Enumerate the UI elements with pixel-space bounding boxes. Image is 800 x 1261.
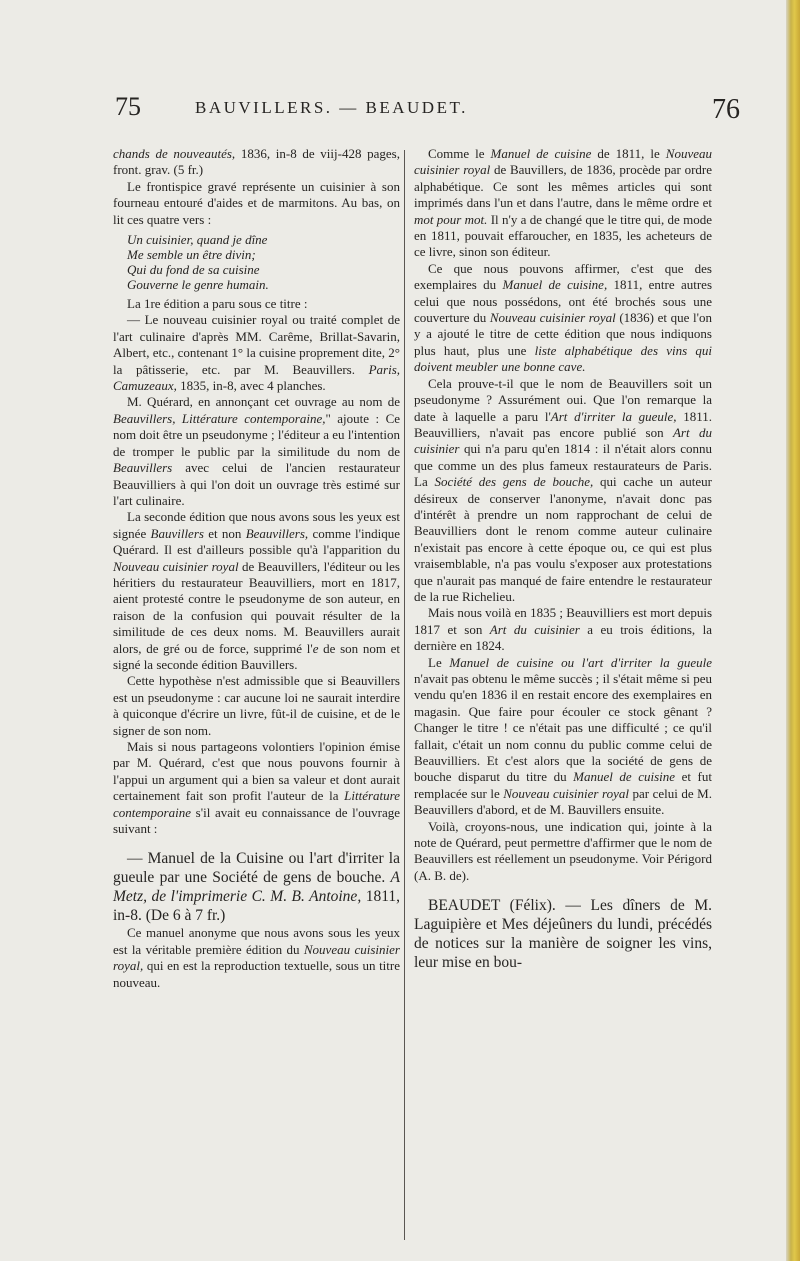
- verse-line: Un cuisinier, quand je dîne: [127, 232, 268, 248]
- paragraph: Comme le Manuel de cuisine de 1811, le Nouveau cuisinier royal de Bauvillers, de 1836, procède par ordre alphabétique. Ce sont les mêmes articles qui sont imprimés dans l'un et dans l'autre, dans le même ordre et mot pour mot. Il n'y a de changé que le titre qui, de mode en 1811, pouvait effaroucher, en 1835, les acheteurs de ce livre, sinon son éditeur.: [414, 146, 713, 260]
- paragraph: Mais si nous partageons volontiers l'opinion émise par M. Quérard, c'est que nous pouvons fournir à l'appui un argument qui a bien sa valeur et dont aurait certainement fait son profit l'auteur de la Littérature contemporaine s'il avait eu connaissance de l'ouvrage suivant :: [113, 739, 400, 837]
- paragraph: Ce manuel anonyme que nous avons sous les yeux est la véritable première édition du Nouveau cuisinier royal, qui en est la reproduction textuelle, sous un titre nouveau.: [113, 925, 400, 990]
- page-edge: [786, 0, 800, 1261]
- bibliographic-entry: BEAUDET (Félix). — Les dîners de M. Laguipière et Mes déjeûners du lundi, précédés de notices sur la manière de soigner les vins, leur mise en bou-: [414, 897, 712, 972]
- verse-line: Qui du fond de sa cuisine: [127, 262, 260, 278]
- running-title: BAUVILLERS. — BEAUDET.: [195, 98, 468, 117]
- paragraph: — Le nouveau cuisinier royal ou traité complet de l'art culinaire d'après MM. Carême, Brillat-Savarin, Albert, etc., contenant 1° la cuisine proprement dite, 2° la pâtisserie, etc. par M. Beauvillers. Paris, Camuzeaux, 1835, in-8, avec 4 planches.: [113, 312, 400, 394]
- bibliographic-entry: — Manuel de la Cuisine ou l'art d'irriter la gueule par une Société de gens de bouche. A Metz, de l'imprimerie C. M. B. Antoine, 1811, in-8. (De 6 à 7 fr.): [113, 850, 400, 925]
- paragraph: Voilà, croyons-nous, une indication qui, jointe à la note de Quérard, peut permettre d'affirmer que le nom de Beauvillers est réellement un pseudonyme. Voir Périgord (A. B. de).: [414, 818, 712, 883]
- paragraph: La 1re édition a paru sous ce titre :: [127, 296, 308, 312]
- column-divider: [404, 150, 405, 1240]
- paragraph: La seconde édition que nous avons sous les yeux est signée Bauvillers et non Beauvillers, comme l'indique Quérard. Il est d'ailleurs possible qu'à l'apparition du Nouveau cuisinier royal de Beauvillers, l'éditeur ou les héritiers du restaurateur Beauvilliers, mort en 1817, aient protesté contre le pseudonyme de son auteur, en raison de la confusion qui pouvait résulter de la similitude de ces deux noms. M. Beauvillers aurait alors, de gré ou de force, supprimé l'e de son nom et signé la seconde édition Bauvillers.: [113, 509, 400, 672]
- paragraph: Cela prouve-t-il que le nom de Beauvillers soit un pseudonyme ? Assurément oui. Que l'on remarque la date à laquelle a paru l'Art d'irriter la gueule, 1811. Beauvilliers, n'avait pas encore publié son Art du cuisinier qui n'a paru qu'en 1814 : il n'était alors connu que comme un des plus fameux restaurateurs de Paris. La Société des gens de bouche, qui cache un auteur désireux de conserver l'anonyme, n'avait donc pas d'intérêt à prendre un nom rapprochant de celui de Beauvilliers dont le renom comme auteur culinaire n'existait pas encore à cette époque ou, ce qui est plus vraisemblable, n'a pas voulu s'exposer aux protestations que n'aurait pas manqué de faire entendre le restaurateur de la rue Richelieu.: [414, 375, 712, 604]
- paragraph: M. Quérard, en annonçant cet ouvrage au nom de Beauvillers, Littérature contemporaine," ajoute : Ce nom doit être un pseudonyme ; l'éditeur a eu l'intention de tromper le public par la similitude du nom de Beauvillers avec celui de l'ancien restaurateur Beauvilliers à qui l'on doit un ouvrage très estimé sur l'art culinaire.: [113, 394, 401, 508]
- verse-line: Gouverne le genre humain.: [127, 277, 269, 293]
- paragraph: Cette hypothèse n'est admissible que si Beauvillers est un pseudonyme : car aucune loi ne saurait interdire à quiconque d'écrire un livre, fût-il de cuisine, et de le signer de son nom.: [113, 673, 400, 738]
- paragraph: Le frontispice gravé représente un cuisinier à son fourneau entouré d'aides et de marmitons. Au bas, on lit ces quatre vers :: [113, 178, 400, 227]
- right-column: [414, 146, 712, 972]
- paragraph: Ce que nous pouvons affirmer, c'est que des exemplaires du Manuel de cuisine, 1811, entre autres celui que nous possédons, ont été brochés sous une couverture du Nouveau cuisinier royal (1836) et que l'on y a ajouté le titre de cette édition que nous indiquons plus haut, plus une liste alphabétique des vins qui doivent meubler une bonne cave.: [414, 260, 713, 375]
- right-page-number: 76: [712, 94, 740, 125]
- left-page-number: 75: [115, 92, 141, 121]
- paragraph: chands de nouveautés, 1836, in-8 de viij-428 pages, front. grav. (5 fr.): [113, 146, 400, 178]
- verse: [127, 232, 400, 292]
- running-header: [0, 92, 800, 132]
- left-column: [113, 146, 400, 991]
- paragraph: Le Manuel de cuisine ou l'art d'irriter la gueule n'avait pas obtenu le même succès ; il s'était même si peu vendu qu'en 1836 il en restait encore des exemplaires en magasin. Que faire pour écouler ce stock gênant ? Changer le titre ! ce n'était pas une difficulté ; ce qu'il fallait, c'était un nom connu du public comme celui de Beauvilliers. Et c'est alors que la société de gens de bouche disparut du titre du Manuel de cuisine et fut remplacée sur le Nouveau cuisinier royal par celui de M. Beauvillers d'abord, et de M. Bauvillers ensuite.: [414, 654, 712, 818]
- verse-line: Me semble un être divin;: [127, 247, 256, 263]
- paragraph: Mais nous voilà en 1835 ; Beauvilliers est mort depuis 1817 et son Art du cuisinier a eu trois éditions, la dernière en 1824.: [414, 605, 713, 654]
